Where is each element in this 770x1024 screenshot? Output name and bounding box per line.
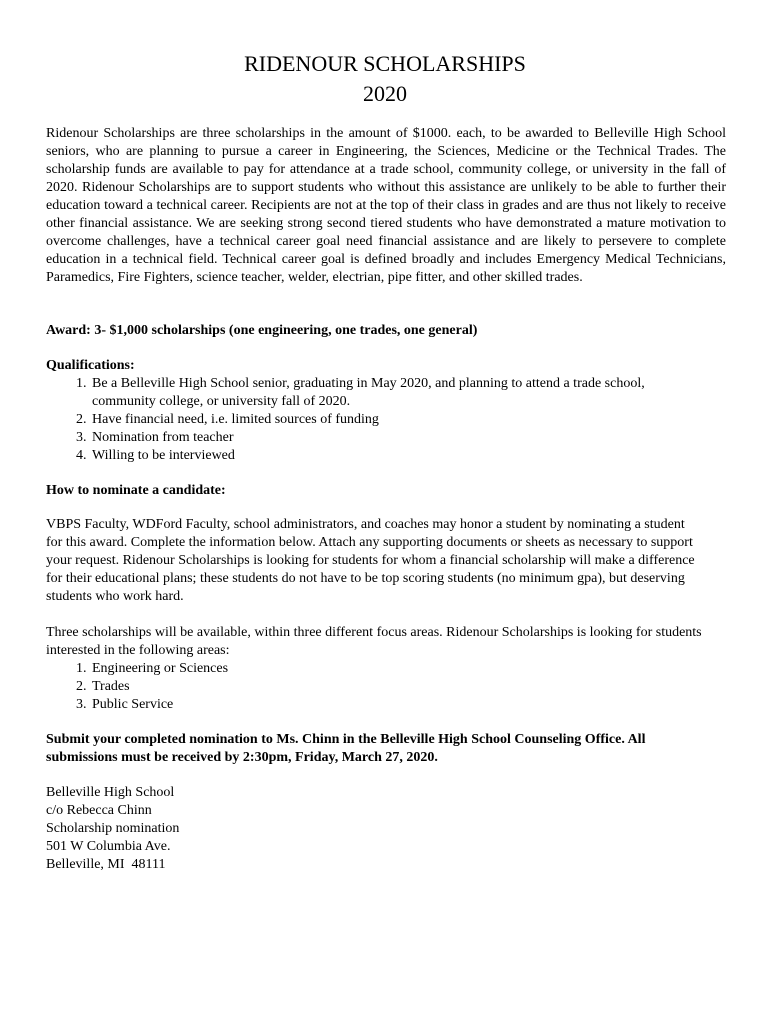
focus-areas-intro: Three scholarships will be available, within three different focus areas. Ridenour Scholarships is looking for students interested in the following areas: xyxy=(46,625,702,658)
qualifications-list xyxy=(46,375,690,465)
intro-paragraph: Ridenour Scholarships are three scholarships in the amount of $1000. each, to be awarded to Belleville High School seniors, who are planning to pursue a career in Engineering, the Sciences, Medicine or the Technical Trades. The scholarship funds are available to pay for attendance at a trade school, community college, or university in the fall of 2020. Ridenour Scholarships are to support students who without this assistance are unlikely to be able to further their education toward a technical career. Recipients are not at the top of their class in grades and are thus not likely to receive other financial assistance. We are seeking strong second tiered students who have demonstrated a mature motivation to overcome challenges, have a technical career goal need financial assistance and are likely to persevere to complete education in a technical field. Technical career goal is defined broadly and includes Emergency Medical Technicians, Paramedics, Fire Fighters, science teacher, welder, electrian, pipe fitter, and other skilled trades. xyxy=(46,126,726,285)
focus-area-item: 2. Trades xyxy=(90,678,726,696)
focus-area-item: 3. Public Service xyxy=(90,696,726,714)
document-title: RIDENOUR SCHOLARSHIPS xyxy=(244,51,526,76)
qualification-item: 1. Be a Belleville High School senior, graduating in May 2020, and planning to attend a trade school, community college, or university fall of 2020. xyxy=(90,375,690,411)
address-line: Belleville, MI 48111 xyxy=(46,857,166,872)
submission-notice: Submit your completed nomination to Ms. Chinn in the Belleville High School Counseling Office. All submissions must be received by 2:30pm, Friday, March 27, 2020. xyxy=(46,732,646,765)
address-line: 501 W Columbia Ave. xyxy=(46,839,171,854)
qualifications-heading: Qualifications: xyxy=(46,358,135,373)
document-year: 2020 xyxy=(363,81,407,106)
address-line: c/o Rebecca Chinn xyxy=(46,803,152,818)
qualification-item: 3. Nomination from teacher xyxy=(90,429,690,447)
nominate-heading: How to nominate a candidate: xyxy=(46,483,226,498)
mailing-address xyxy=(46,784,726,874)
qualifications-section xyxy=(46,357,726,465)
nominate-paragraph: VBPS Faculty, WDFord Faculty, school administrators, and coaches may honor a student by nominating a student for this award. Complete the information below. Attach any supporting documents or sheets as necessary to support your request. Ridenour Scholarships is looking for students for whom a financial scholarship will make a difference for their educational plans; these students do not have to be top scoring students (no minimum gpa), but deserving students who work hard. xyxy=(46,517,695,604)
focus-areas-list xyxy=(46,660,726,714)
qualification-item: 4. Willing to be interviewed xyxy=(90,447,690,465)
award-line: Award: 3- $1,000 scholarships (one engineering, one trades, one general) xyxy=(46,323,478,338)
focus-area-item: 1. Engineering or Sciences xyxy=(90,660,726,678)
address-line: Belleville High School xyxy=(46,785,175,800)
focus-areas-section xyxy=(46,624,726,714)
address-line: Scholarship nomination xyxy=(46,821,180,836)
qualification-item: 2. Have financial need, i.e. limited sources of funding xyxy=(90,411,690,429)
